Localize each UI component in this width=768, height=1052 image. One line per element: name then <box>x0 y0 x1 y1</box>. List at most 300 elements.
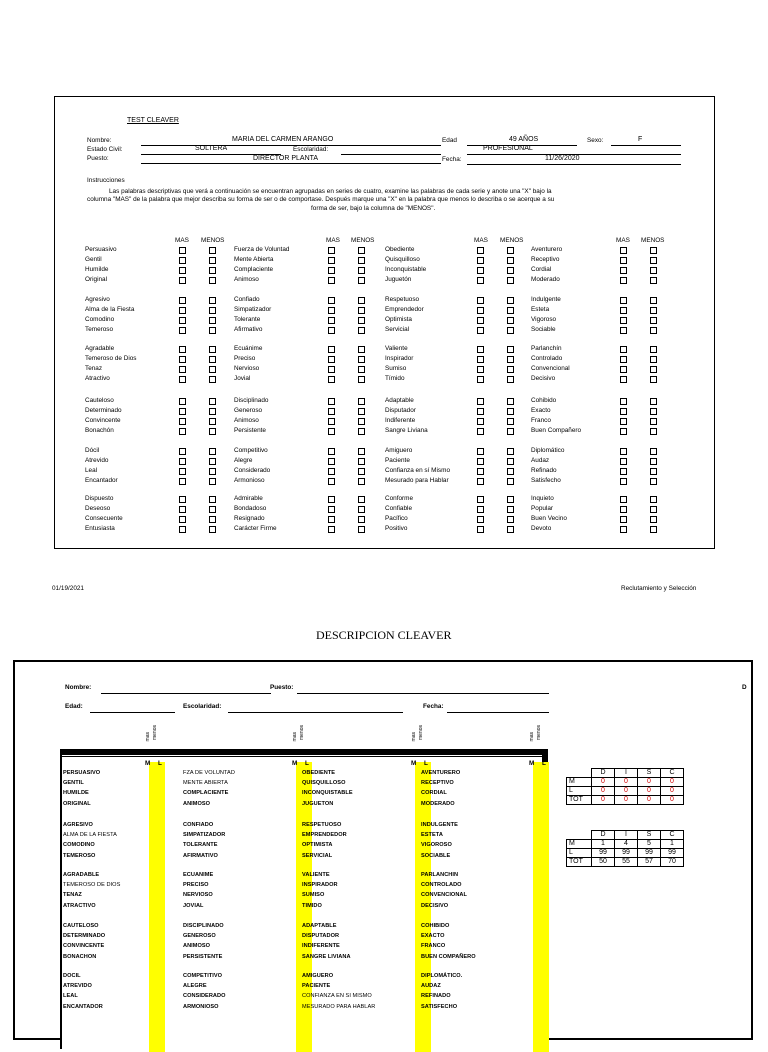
desc-word-label: PERSUASIVO <box>63 770 101 776</box>
mas-checkbox[interactable] <box>477 376 484 383</box>
table-value-cell: 55 <box>615 858 638 867</box>
menos-checkbox[interactable] <box>507 516 514 523</box>
menos-checkbox[interactable] <box>507 468 514 475</box>
menos-checkbox[interactable] <box>650 458 657 465</box>
table-value-cell: 99 <box>592 849 615 858</box>
word-label: Buen Vecino <box>531 515 567 522</box>
col-l-header: L <box>158 760 162 767</box>
desc-d-label: D <box>742 684 747 691</box>
desc-word-label: AGRADABLE <box>63 872 100 878</box>
menos-checkbox[interactable] <box>507 448 514 455</box>
mas-checkbox[interactable] <box>477 297 484 304</box>
word-label: Valiente <box>385 345 408 352</box>
menos-checkbox[interactable] <box>358 428 365 435</box>
menos-checkbox[interactable] <box>209 317 216 324</box>
menos-checkbox[interactable] <box>650 496 657 503</box>
mas-checkbox[interactable] <box>620 496 627 503</box>
menos-checkbox[interactable] <box>650 257 657 264</box>
menos-checkbox[interactable] <box>358 346 365 353</box>
mas-checkbox[interactable] <box>328 346 335 353</box>
mas-checkbox[interactable] <box>179 277 186 284</box>
menos-checkbox[interactable] <box>650 418 657 425</box>
word-label: Bonachón <box>85 427 114 434</box>
menos-checkbox[interactable] <box>209 516 216 523</box>
mas-checkbox[interactable] <box>477 247 484 254</box>
mas-checkbox[interactable] <box>620 516 627 523</box>
nombre-label: Nombre: <box>87 137 112 144</box>
mas-checkbox[interactable] <box>179 356 186 363</box>
word-label: Jovial <box>234 375 251 382</box>
menos-checkbox[interactable] <box>650 506 657 513</box>
menos-checkbox[interactable] <box>209 366 216 373</box>
mas-checkbox[interactable] <box>328 408 335 415</box>
mas-checkbox[interactable] <box>179 506 186 513</box>
table-header-cell: I <box>615 831 638 840</box>
mas-checkbox[interactable] <box>620 458 627 465</box>
menos-checkbox[interactable] <box>209 418 216 425</box>
mas-checkbox[interactable] <box>328 307 335 314</box>
menos-checkbox[interactable] <box>358 267 365 274</box>
mas-checkbox[interactable] <box>328 267 335 274</box>
menos-checkbox[interactable] <box>358 468 365 475</box>
menos-checkbox[interactable] <box>209 506 216 513</box>
menos-checkbox[interactable] <box>507 277 514 284</box>
word-label: Paciente <box>385 457 410 464</box>
menos-checkbox[interactable] <box>209 356 216 363</box>
desc-fecha-label: Fecha: <box>423 703 444 710</box>
desc-word-label: TEMEROSO <box>63 852 96 859</box>
word-label: Confiado <box>234 296 260 303</box>
menos-checkbox[interactable] <box>358 506 365 513</box>
menos-checkbox[interactable] <box>209 376 216 383</box>
menos-checkbox[interactable] <box>650 408 657 415</box>
menos-checkbox[interactable] <box>507 496 514 503</box>
menos-checkbox[interactable] <box>507 376 514 383</box>
mas-checkbox[interactable] <box>477 277 484 284</box>
desc-word-label: CONFIADO <box>183 822 214 828</box>
menos-checkbox[interactable] <box>507 317 514 324</box>
word-label: Indiferente <box>385 417 416 424</box>
word-label: Alma de la Fiesta <box>85 306 135 313</box>
puesto-value[interactable]: DIRECTOR PLANTA <box>253 155 319 162</box>
desc-word-label: SUMISO <box>302 892 325 899</box>
menos-checkbox[interactable] <box>507 257 514 264</box>
menos-checkbox[interactable] <box>358 247 365 254</box>
table-row-label: M <box>567 840 592 849</box>
sexo-value[interactable]: F <box>638 136 643 143</box>
desc-word-label: TOLERANTE <box>183 842 218 849</box>
nombre-value[interactable]: MARIA DEL CARMEN ARANGO <box>232 136 334 143</box>
mas-checkbox[interactable] <box>328 297 335 304</box>
mas-checkbox[interactable] <box>620 297 627 304</box>
mas-checkbox[interactable] <box>328 526 335 533</box>
mas-checkbox[interactable] <box>328 277 335 284</box>
mas-checkbox[interactable] <box>179 478 186 485</box>
mas-checkbox[interactable] <box>477 257 484 264</box>
desc-word-label: CONVINCENTE <box>63 943 105 950</box>
mas-checkbox[interactable] <box>620 307 627 314</box>
word-label: Cohibido <box>531 397 557 404</box>
mas-checkbox[interactable] <box>620 366 627 373</box>
menos-checkbox[interactable] <box>358 516 365 523</box>
menos-checkbox[interactable] <box>358 327 365 334</box>
mas-checkbox[interactable] <box>477 366 484 373</box>
mas-checkbox[interactable] <box>477 398 484 405</box>
mas-checkbox[interactable] <box>620 506 627 513</box>
mas-checkbox[interactable] <box>328 468 335 475</box>
word-label: Sangre Liviana <box>385 427 428 434</box>
fecha-value[interactable]: 11/26/2020 <box>545 155 580 162</box>
menos-checkbox[interactable] <box>358 277 365 284</box>
menos-checkbox[interactable] <box>507 428 514 435</box>
menos-checkbox[interactable] <box>358 376 365 383</box>
menos-checkbox[interactable] <box>507 267 514 274</box>
mas-checkbox[interactable] <box>328 448 335 455</box>
mas-checkbox[interactable] <box>328 516 335 523</box>
menos-checkbox[interactable] <box>507 478 514 485</box>
mas-checkbox[interactable] <box>179 516 186 523</box>
table-header-cell: C <box>661 831 684 840</box>
table-header-cell: S <box>638 769 661 778</box>
mas-checkbox[interactable] <box>477 506 484 513</box>
col-mas-header: mas <box>145 732 151 742</box>
menos-checkbox[interactable] <box>507 418 514 425</box>
score-table-percent <box>566 830 684 867</box>
mas-checkbox[interactable] <box>179 346 186 353</box>
menos-checkbox[interactable] <box>209 267 216 274</box>
word-label: Aventurero <box>531 246 563 253</box>
menos-checkbox[interactable] <box>650 277 657 284</box>
mas-checkbox[interactable] <box>328 428 335 435</box>
mas-checkbox[interactable] <box>620 398 627 405</box>
word-label: Resignado <box>234 515 265 522</box>
mas-checkbox[interactable] <box>179 297 186 304</box>
table-value-cell: 99 <box>661 849 684 858</box>
word-label: Amiguero <box>385 447 413 454</box>
desc-word-label: ANIMOSO <box>183 800 211 807</box>
mas-checkbox[interactable] <box>179 526 186 533</box>
word-label: Ecuánime <box>234 345 263 352</box>
menos-checkbox[interactable] <box>650 448 657 455</box>
mas-checkbox[interactable] <box>179 398 186 405</box>
menos-checkbox[interactable] <box>507 408 514 415</box>
menos-checkbox[interactable] <box>209 277 216 284</box>
desc-word-label: AGRESIVO <box>63 822 93 828</box>
word-label: Pacífico <box>385 515 408 522</box>
menos-checkbox[interactable] <box>209 247 216 254</box>
word-label: Humilde <box>85 266 109 273</box>
mas-checkbox[interactable] <box>620 376 627 383</box>
word-label: Confiable <box>385 505 413 512</box>
mas-checkbox[interactable] <box>477 267 484 274</box>
desc-word-label: ALEGRE <box>183 983 207 990</box>
menos-checkbox[interactable] <box>507 346 514 353</box>
desc-edad-label: Edad: <box>65 703 83 710</box>
mas-checkbox[interactable] <box>328 257 335 264</box>
menos-checkbox[interactable] <box>650 478 657 485</box>
mas-checkbox[interactable] <box>620 448 627 455</box>
table-header-cell: C <box>661 769 684 778</box>
menos-checkbox[interactable] <box>358 297 365 304</box>
menos-checkbox[interactable] <box>358 478 365 485</box>
word-label: Moderado <box>531 276 560 283</box>
mas-checkbox[interactable] <box>328 496 335 503</box>
mas-checkbox[interactable] <box>620 317 627 324</box>
mas-checkbox[interactable] <box>179 247 186 254</box>
desc-word-label: FRANCO <box>421 943 446 950</box>
mas-checkbox[interactable] <box>477 468 484 475</box>
word-label: Agresivo <box>85 296 110 303</box>
desc-word-label: COMPLACIENTE <box>183 790 229 797</box>
mas-checkbox[interactable] <box>179 418 186 425</box>
mas-checkbox[interactable] <box>477 428 484 435</box>
mas-checkbox[interactable] <box>179 307 186 314</box>
mas-checkbox[interactable] <box>179 468 186 475</box>
menos-checkbox[interactable] <box>209 458 216 465</box>
mas-checkbox[interactable] <box>477 458 484 465</box>
table-value-cell: 0 <box>661 778 684 787</box>
mas-checkbox[interactable] <box>179 428 186 435</box>
mas-checkbox[interactable] <box>620 478 627 485</box>
word-label: Complaciente <box>234 266 274 273</box>
table-value-cell: 99 <box>615 849 638 858</box>
menos-checkbox[interactable] <box>209 496 216 503</box>
mas-checkbox[interactable] <box>179 408 186 415</box>
mas-checkbox[interactable] <box>477 448 484 455</box>
col-mas-header: mas <box>411 732 417 742</box>
sexo-label: Sexo: <box>587 137 604 144</box>
desc-word-label: LEAL <box>63 993 78 1000</box>
mas-checkbox[interactable] <box>477 317 484 324</box>
mas-checkbox[interactable] <box>477 346 484 353</box>
mas-checkbox[interactable] <box>179 267 186 274</box>
menos-checkbox[interactable] <box>650 346 657 353</box>
menos-checkbox[interactable] <box>209 408 216 415</box>
desc-word-label: AVENTURERO <box>421 770 461 776</box>
word-label: Deseoso <box>85 505 111 512</box>
mas-checkbox[interactable] <box>477 307 484 314</box>
word-label: Fuerza de Voluntad <box>234 246 290 253</box>
menos-checkbox[interactable] <box>209 478 216 485</box>
mas-checkbox[interactable] <box>179 317 186 324</box>
menos-checkbox[interactable] <box>507 297 514 304</box>
menos-checkbox[interactable] <box>650 468 657 475</box>
col-l-header: L <box>424 760 428 767</box>
mas-checkbox[interactable] <box>620 327 627 334</box>
mas-checkbox[interactable] <box>477 526 484 533</box>
desc-word-label: PRECISO <box>183 882 209 889</box>
menos-checkbox[interactable] <box>507 506 514 513</box>
desc-word-label: MESURADO PARA HABLAR <box>302 1003 376 1010</box>
menos-checkbox[interactable] <box>507 356 514 363</box>
mas-checkbox[interactable] <box>477 327 484 334</box>
mas-header: MAS <box>175 237 189 244</box>
mas-checkbox[interactable] <box>328 247 335 254</box>
menos-checkbox[interactable] <box>507 247 514 254</box>
menos-checkbox[interactable] <box>650 327 657 334</box>
edad-value[interactable]: 49 AÑOS <box>509 136 539 143</box>
col-l-header: L <box>542 760 546 767</box>
desc-word-label: COMPETITIVO <box>183 973 223 979</box>
table-corner <box>567 769 592 778</box>
table-value-cell: 50 <box>592 858 615 867</box>
mas-checkbox[interactable] <box>179 496 186 503</box>
mas-checkbox[interactable] <box>328 327 335 334</box>
footer-department: Reclutamiento y Selección <box>621 585 697 592</box>
menos-checkbox[interactable] <box>209 297 216 304</box>
menos-checkbox[interactable] <box>358 398 365 405</box>
menos-checkbox[interactable] <box>358 496 365 503</box>
mas-checkbox[interactable] <box>179 448 186 455</box>
footer-date: 01/19/2021 <box>52 585 84 592</box>
mas-checkbox[interactable] <box>477 496 484 503</box>
menos-checkbox[interactable] <box>209 257 216 264</box>
mas-checkbox[interactable] <box>328 418 335 425</box>
menos-checkbox[interactable] <box>507 526 514 533</box>
desc-word-label: DECISIVO <box>421 902 449 909</box>
word-label: Tolerante <box>234 316 261 323</box>
desc-word-label: INCONQUISTABLE <box>302 790 353 797</box>
menos-checkbox[interactable] <box>650 376 657 383</box>
instructions-line-2: columna "MAS" de la palabra que mejor describa su forma de ser o de comportase. Después marque una "X" en la palabra que menos lo describa o se acerque a su <box>87 196 555 203</box>
desc-word-label: SIMPATIZADOR <box>183 832 226 839</box>
mas-checkbox[interactable] <box>620 408 627 415</box>
mas-checkbox[interactable] <box>620 257 627 264</box>
desc-escolaridad-label: Escolaridad: <box>183 703 222 710</box>
desc-word-label: PARLANCHIN <box>421 872 459 878</box>
menos-checkbox[interactable] <box>507 307 514 314</box>
word-label: Respetuoso <box>385 296 420 303</box>
menos-checkbox[interactable] <box>650 526 657 533</box>
col-m-header: M <box>292 760 298 767</box>
mas-checkbox[interactable] <box>620 468 627 475</box>
mas-checkbox[interactable] <box>328 376 335 383</box>
menos-checkbox[interactable] <box>358 317 365 324</box>
desc-word-label: CORDIAL <box>421 790 447 797</box>
menos-checkbox[interactable] <box>358 257 365 264</box>
word-label: Alegre <box>234 457 253 464</box>
menos-checkbox[interactable] <box>650 428 657 435</box>
menos-checkbox[interactable] <box>650 297 657 304</box>
mas-checkbox[interactable] <box>328 398 335 405</box>
mas-checkbox[interactable] <box>179 458 186 465</box>
menos-checkbox[interactable] <box>507 366 514 373</box>
table-value-cell: 0 <box>638 796 661 805</box>
mas-checkbox[interactable] <box>620 418 627 425</box>
mas-checkbox[interactable] <box>477 516 484 523</box>
word-label: Popular <box>531 505 554 512</box>
word-label: Devoto <box>531 525 552 532</box>
menos-checkbox[interactable] <box>650 317 657 324</box>
menos-checkbox[interactable] <box>209 346 216 353</box>
mas-checkbox[interactable] <box>328 356 335 363</box>
form-title: TEST CLEAVER <box>127 117 179 124</box>
mas-checkbox[interactable] <box>328 506 335 513</box>
menos-checkbox[interactable] <box>209 448 216 455</box>
menos-checkbox[interactable] <box>507 327 514 334</box>
word-label: Dócil <box>85 447 100 454</box>
desc-word-label: INSPIRADOR <box>302 882 338 889</box>
desc-word-label: SERVICIAL <box>302 852 333 859</box>
estado-civil-value[interactable]: SOLTERA <box>195 145 228 152</box>
word-label: Temeroso <box>85 326 114 333</box>
mas-checkbox[interactable] <box>620 526 627 533</box>
menos-checkbox[interactable] <box>358 526 365 533</box>
menos-checkbox[interactable] <box>209 327 216 334</box>
mas-checkbox[interactable] <box>179 366 186 373</box>
mas-checkbox[interactable] <box>620 277 627 284</box>
desc-word-label: ECUANIME <box>183 872 214 878</box>
menos-header: MENOS <box>500 237 524 244</box>
menos-checkbox[interactable] <box>507 398 514 405</box>
col-mas-header: mas <box>529 732 535 742</box>
menos-checkbox[interactable] <box>650 398 657 405</box>
mas-checkbox[interactable] <box>477 356 484 363</box>
menos-checkbox[interactable] <box>358 418 365 425</box>
menos-checkbox[interactable] <box>209 398 216 405</box>
col-m-header: M <box>529 760 535 767</box>
col-menos-header: menos <box>299 725 305 741</box>
mas-checkbox[interactable] <box>328 366 335 373</box>
menos-checkbox[interactable] <box>358 458 365 465</box>
menos-checkbox[interactable] <box>650 307 657 314</box>
menos-checkbox[interactable] <box>650 247 657 254</box>
word-label: Cordial <box>531 266 552 273</box>
escolaridad-value[interactable]: PROFESIONAL <box>483 145 533 152</box>
desc-word-label: CONSIDERADO <box>183 993 226 1000</box>
menos-checkbox[interactable] <box>358 356 365 363</box>
menos-checkbox[interactable] <box>358 366 365 373</box>
mas-checkbox[interactable] <box>477 418 484 425</box>
mas-checkbox[interactable] <box>328 458 335 465</box>
word-label: Receptivo <box>531 256 560 263</box>
mas-checkbox[interactable] <box>620 247 627 254</box>
mas-checkbox[interactable] <box>477 478 484 485</box>
menos-checkbox[interactable] <box>209 307 216 314</box>
menos-checkbox[interactable] <box>650 267 657 274</box>
desc-word-label: DETERMINADO <box>63 933 106 940</box>
word-label: Franco <box>531 417 551 424</box>
menos-checkbox[interactable] <box>209 468 216 475</box>
mas-checkbox[interactable] <box>620 267 627 274</box>
menos-checkbox[interactable] <box>650 356 657 363</box>
menos-checkbox[interactable] <box>650 366 657 373</box>
desc-nombre-label: Nombre: <box>65 684 92 691</box>
mas-checkbox[interactable] <box>620 356 627 363</box>
menos-checkbox[interactable] <box>358 448 365 455</box>
mas-checkbox[interactable] <box>328 478 335 485</box>
word-label: Admirable <box>234 495 263 502</box>
menos-checkbox[interactable] <box>358 408 365 415</box>
mas-checkbox[interactable] <box>179 327 186 334</box>
test-cleaver-form <box>54 96 715 549</box>
menos-checkbox[interactable] <box>209 428 216 435</box>
mas-checkbox[interactable] <box>179 376 186 383</box>
mas-checkbox[interactable] <box>620 346 627 353</box>
table-value-cell: 4 <box>615 840 638 849</box>
table-value-cell: 57 <box>638 858 661 867</box>
menos-checkbox[interactable] <box>358 307 365 314</box>
mas-checkbox[interactable] <box>477 408 484 415</box>
mas-checkbox[interactable] <box>179 257 186 264</box>
menos-checkbox[interactable] <box>650 516 657 523</box>
mas-checkbox[interactable] <box>620 428 627 435</box>
menos-checkbox[interactable] <box>507 458 514 465</box>
menos-checkbox[interactable] <box>209 526 216 533</box>
table-header-cell: D <box>592 831 615 840</box>
mas-checkbox[interactable] <box>328 317 335 324</box>
desc-word-label: DOCIL <box>63 973 81 979</box>
